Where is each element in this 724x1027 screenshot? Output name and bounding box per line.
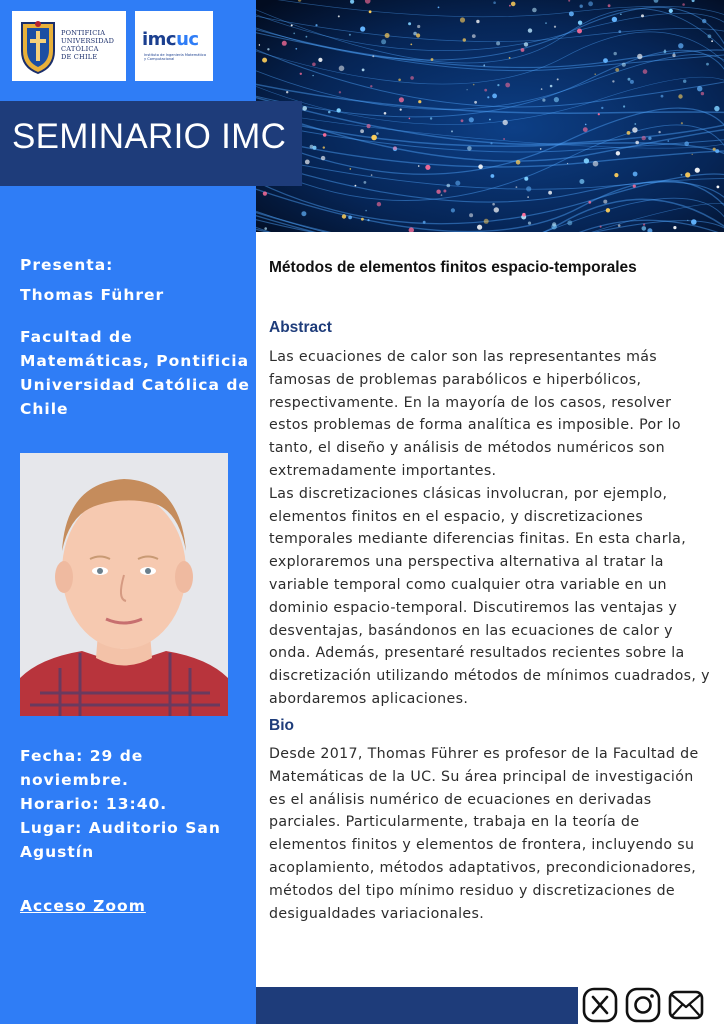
imcuc-subtitle: Instituto de Ingeniería Matemática y Computacional — [144, 53, 207, 62]
mail-icon[interactable] — [668, 987, 704, 1023]
imcuc-logo — [135, 11, 213, 81]
abstract-paragraph-2: Las discretizaciones clásicas involucran, por ejemplo, elementos finitos en el espacio, y discretizaciones temporales mediante diferencias finitas. En esta charla, exploraremos una perspectiva alternativa al tratar la variable temporal como cualquier otra variable en un dominio espacio-temporal. Discutiremos las ventajas y desventajas, basándonos en las ecuaciones de calor y onda. Además, presentaré resultados recientes sobre la discretización utilizando métodos de mínimos cuadrados, y abordaremos aplicaciones. — [269, 485, 710, 707]
uc-seal-icon — [18, 17, 58, 75]
footer-bar — [256, 987, 578, 1024]
instagram-icon[interactable] — [625, 987, 661, 1023]
speaker-photo — [20, 453, 228, 716]
network-header-image — [256, 0, 724, 232]
event-date: Fecha: 29 de noviembre. — [20, 747, 144, 789]
uc-logo — [12, 11, 126, 81]
event-location: Lugar: Auditorio San Agustín — [20, 819, 221, 861]
event-time: Horario: 13:40. — [20, 795, 168, 813]
abstract-body — [269, 346, 711, 711]
event-details — [20, 744, 252, 864]
uc-logo-text: PONTIFICIA UNIVERSIDAD CATÓLICA DE CHILE — [61, 29, 115, 61]
talk-title: Métodos de elementos finitos espacio-temporales — [269, 259, 637, 276]
abstract-paragraph-1: Las ecuaciones de calor son las representantes más famosas de problemas parabólicos e hiperbólicos, respectivamente. En la mayoría de los casos, resolver estos problemas de forma analítica es imposible. Por lo tanto, el diseño y análisis de métodos numéricos son extremadamente importantes. — [269, 349, 681, 479]
speaker-name: Thomas Führer — [20, 286, 165, 304]
imcuc-wordmark: imcuc — [142, 29, 199, 50]
seminar-title: SEMINARIO IMC — [12, 117, 287, 156]
speaker-affiliation: Facultad de Matemáticas, Pontificia Universidad Católica de Chile — [20, 328, 250, 418]
zoom-access-link[interactable]: Acceso Zoom — [20, 897, 146, 915]
abstract-heading: Abstract — [269, 319, 332, 336]
presenta-label: Presenta: — [20, 256, 114, 274]
x-icon[interactable] — [582, 987, 618, 1023]
bio-body: Desde 2017, Thomas Führer es profesor de la Facultad de Matemáticas de la UC. Su área principal de investigación es el análisis numérico de ecuaciones en derivadas parciales. Particularmente, trabaja en la teoría de elementos finitos y elementos de frontera, incluyendo su acoplamiento, métodos adaptativos, precondicionadores, métodos del tipo mínimo residuo y discretizaciones de desigualdades variacionales. — [269, 746, 699, 922]
bio-heading: Bio — [269, 717, 294, 734]
